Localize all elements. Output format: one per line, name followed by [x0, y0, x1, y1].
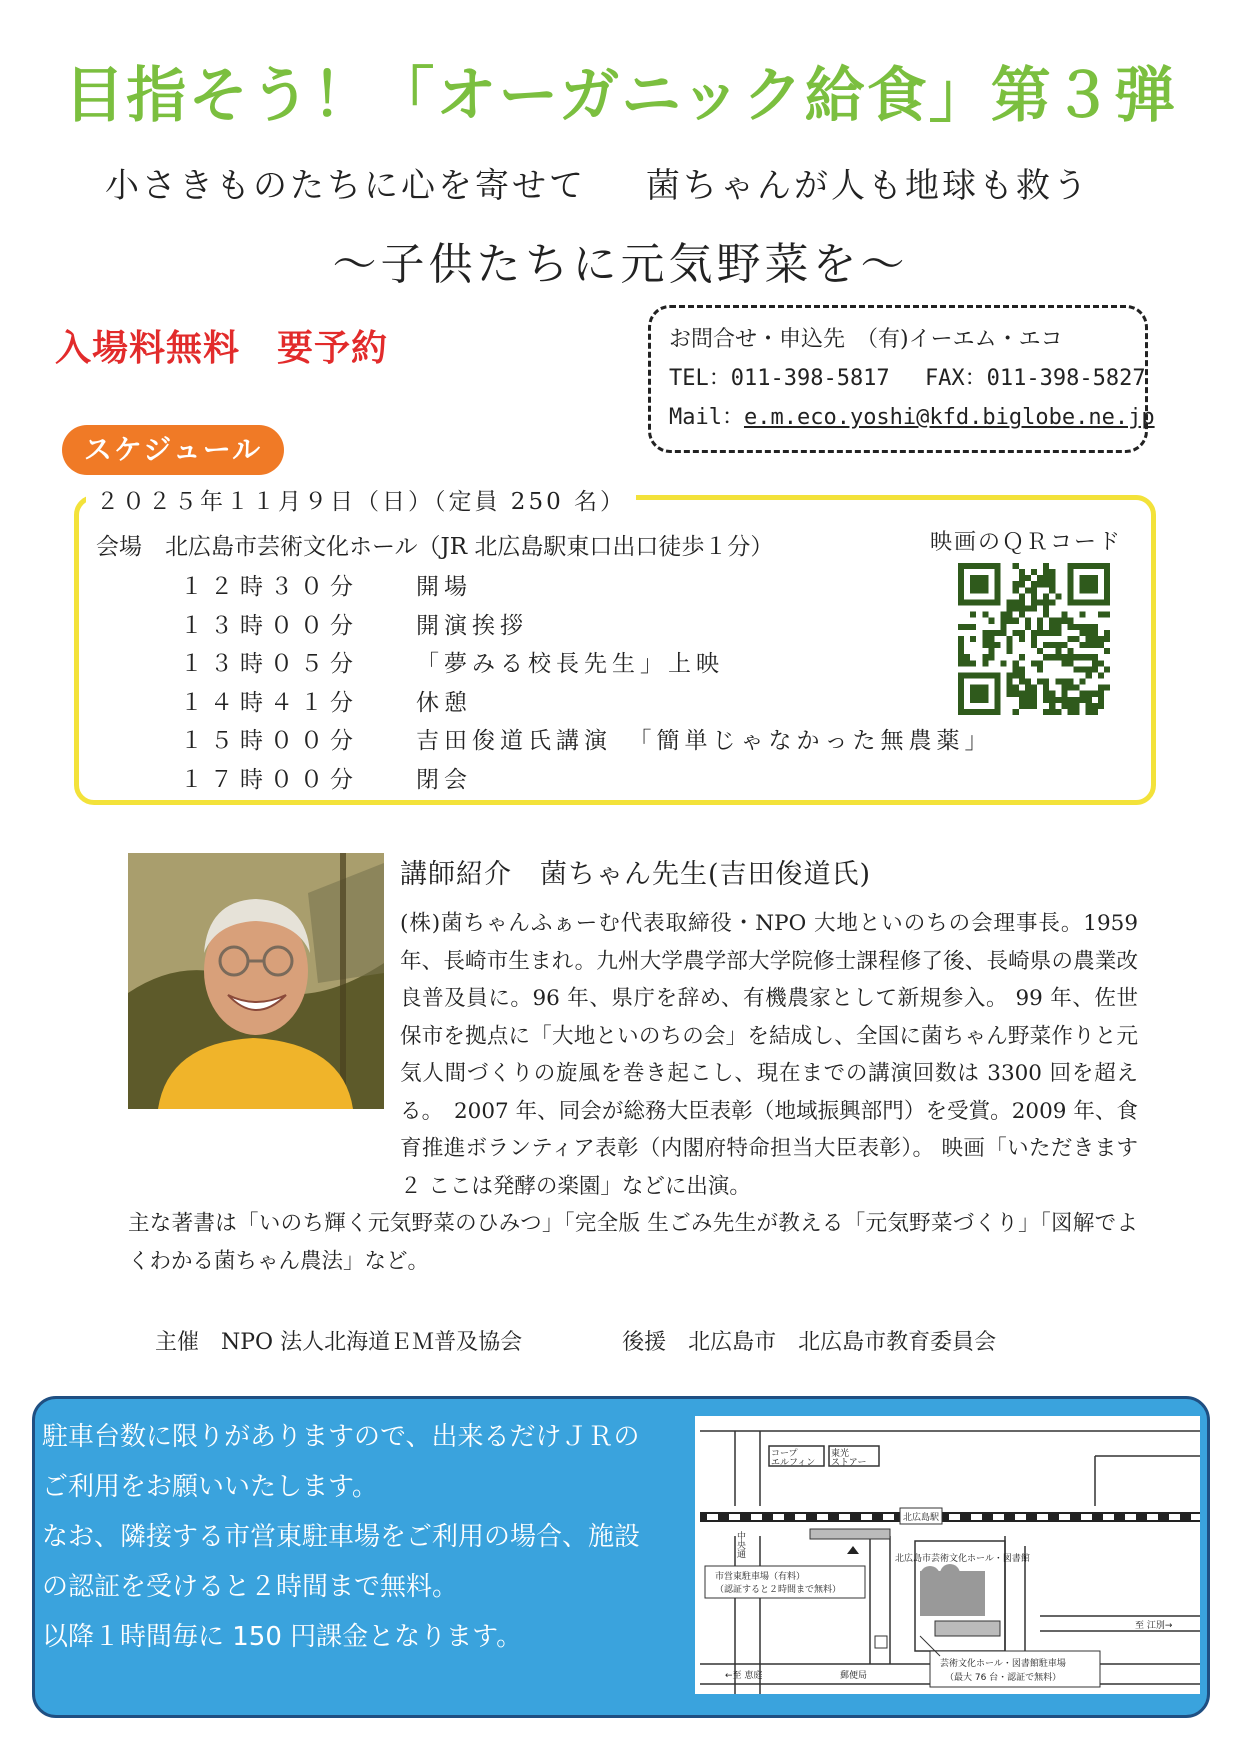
schedule-row: [180, 645, 993, 684]
event-venue: 会場 北広島市芸術文化ホール（JR 北広島駅東口出口徒歩１分）: [96, 534, 774, 560]
subtitle: [105, 158, 1090, 207]
schedule-row: [180, 722, 993, 761]
contact-box: [648, 305, 1155, 453]
schedule-item: 吉田俊道氏講演 「簡単じゃなかった無農薬」: [416, 728, 993, 754]
parking-line: 以降１時間毎に 150 円課金となります。: [42, 1622, 523, 1652]
contact-heading: お問合せ・申込先 （有)イーエム・エコ: [669, 327, 1063, 352]
schedule-row: [180, 568, 993, 607]
schedule-item: 開演挨拶: [416, 612, 528, 639]
map-label-hall: 北広島市芸術文化ホール・図書館: [895, 1554, 1030, 1564]
organizers: [155, 1325, 996, 1356]
parking-line: 駐車台数に限りがありますので、出来るだけＪＲの: [42, 1422, 640, 1452]
lecturer-bio: (株)菌ちゃんふぁーむ代表取締役・NPO 大地といのちの会理事長。1959 年、長崎市生まれ。九州大学農学部大学院修士課程修了後、長崎県の農業改良普及員に。96 年、県庁を辞め、有機農家として新規参入。 99 年、佐世保市を拠点に「大地といのちの会」を結成し、全国に菌ちゃん野菜作りと元気人間づくりの旋風を巻き起こし、現在までの講演回数は 3300 回を超える。 2007 年、同会が総務大臣表彰（地域振興部門）を受賞。2009 年、食育推進ボランティア表彰（内閣府特命担当大臣表彰）。 映画「いただきます２ ここは発酵の楽園」などに出演。: [400, 911, 1138, 1199]
parking-line: なお、隣接する市営東駐車場をご利用の場合、施設: [42, 1522, 641, 1552]
schedule-time: １４時４１分: [180, 689, 360, 716]
parking-notice: [42, 1412, 682, 1662]
lecturer-bio-section: [128, 905, 1138, 1280]
host: 主催 NPO 法人北海道ＥＭ普及協会: [155, 1330, 523, 1355]
schedule-item: 休憩: [416, 689, 472, 716]
map-label-coop: コープ: [771, 1449, 798, 1459]
map-label-toko: 東光: [831, 1449, 850, 1459]
schedule-list: [180, 568, 993, 799]
support: 後援 北広島市 北広島市教育委員会: [622, 1330, 997, 1355]
schedule-row: [180, 684, 993, 723]
map-label-toko2: ストアー: [831, 1458, 867, 1468]
map-label-central: 中央通: [735, 1531, 745, 1558]
map-label-city-parking: 市営東駐車場（有料）: [715, 1572, 806, 1582]
parking-line: ご利用をお願いいたします。: [42, 1472, 378, 1502]
schedule-row: [180, 607, 993, 646]
schedule-time: １２時３０分: [180, 574, 360, 600]
access-map: [695, 1416, 1200, 1694]
subtitle-left: 小さきものたちに心を寄せて: [105, 166, 586, 206]
photo-spacer: [128, 905, 400, 1205]
map-label-coop2: エルフィン: [771, 1458, 816, 1468]
contact-phone-fax: [669, 359, 1146, 398]
admission-notice: 入場料無料 要予約: [55, 328, 389, 369]
map-label-hall-parking-note: （最大 76 台・認証で無料）: [945, 1673, 1062, 1683]
schedule-row: [180, 761, 993, 800]
contact-mail-link[interactable]: e.m.eco.yoshi@kfd.biglobe.ne.jp: [743, 405, 1155, 430]
map-label-post-office: 郵便局: [840, 1671, 868, 1681]
tagline: ～子供たちに元気野菜を～: [332, 239, 909, 290]
schedule-badge: スケジュール: [62, 425, 284, 475]
contact-fax: FAX：011-398-5827: [924, 366, 1146, 391]
schedule-time: １３時０５分: [180, 651, 360, 677]
map-label-hall-parking: 芸術文化ホール・図書館駐車場: [940, 1659, 1066, 1669]
contact-tel: TEL：011-398-5817: [669, 366, 890, 391]
lecturer-heading: 講師紹介 菌ちゃん先生(吉田俊道氏): [400, 859, 872, 890]
map-label-station: 北広島駅: [903, 1513, 940, 1523]
contact-mail-label: Mail：: [669, 405, 744, 430]
schedule-item: 開場: [416, 574, 472, 600]
contact-mail: [669, 398, 1155, 437]
map-label-city-parking-note: （認証すると２時間まで無料）: [715, 1585, 842, 1595]
schedule-item: 閉会: [416, 766, 472, 793]
parking-line: の認証を受けると２時間まで無料。: [42, 1572, 459, 1602]
page-title: 目指そう！「オーガニック給食」第３弾: [64, 61, 1177, 131]
event-date: ２０２５年１１月９日（日）（定員 250 名）: [86, 483, 636, 516]
schedule-time: １３時００分: [180, 612, 360, 639]
lecturer-books: 主な著書は「いのち輝く元気野菜のひみつ」「完全版 生ごみ先生が教える「元気野菜づくり」「図解でよくわかる菌ちゃん農法」など。: [128, 1211, 1138, 1274]
schedule-time: １５時００分: [180, 728, 360, 754]
movie-qr-code[interactable]: [958, 563, 1110, 715]
map-label-to-eniwa: ←至 恵庭: [725, 1671, 763, 1681]
subtitle-right: 菌ちゃんが人も地球も救う: [646, 166, 1090, 206]
schedule-time: １７時００分: [180, 766, 360, 793]
map-label-to-ebetsu: 至 江別→: [1135, 1621, 1173, 1631]
qr-label: 映画のＱＲコード: [930, 530, 1123, 555]
schedule-item: 「夢みる校長先生」上映: [416, 651, 724, 677]
